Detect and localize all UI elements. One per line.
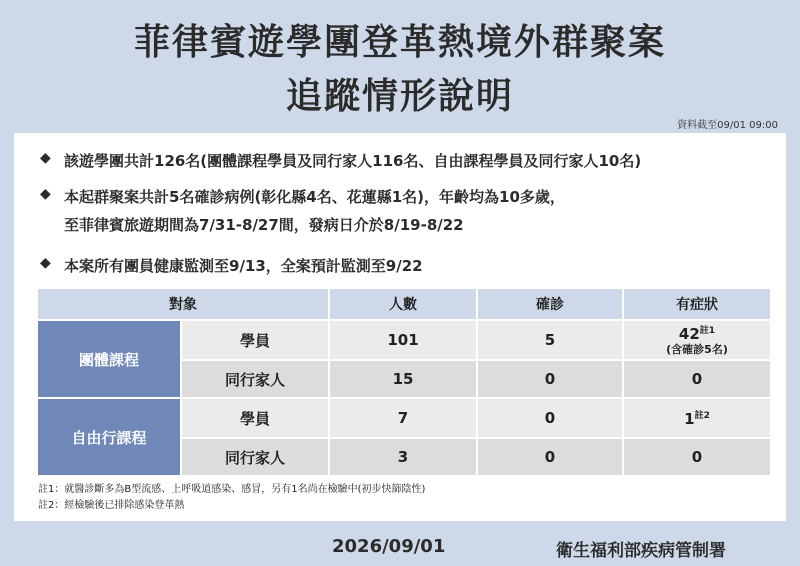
page-title-line2: 追蹤情形說明 (285, 76, 514, 117)
footnote-ref: 註2 (694, 411, 710, 421)
row-symptom (623, 398, 771, 438)
footer-organization: 衛生福利部疾病管制署 (556, 541, 726, 561)
row-confirmed: 0 (477, 360, 623, 398)
bullet-text: 該遊學團共計126名(團體課程學員及同行家人116名、自由課程學員及同行家人10名) (64, 152, 642, 170)
row-count: 7 (329, 398, 477, 438)
symptom-value: 1 (684, 410, 695, 428)
row-symptom (623, 320, 771, 360)
footer-date: 2026/09/01 (332, 536, 446, 557)
diamond-bullet-icon: ◆ (40, 186, 51, 202)
row-type: 同行家人 (181, 360, 329, 398)
diamond-bullet-icon: ◆ (40, 150, 51, 166)
diamond-bullet-icon: ◆ (40, 255, 51, 271)
footnote-2: 註2：經檢驗後已排除感染登革熱 (38, 500, 185, 511)
row-symptom: 0 (623, 360, 771, 398)
row-type: 學員 (181, 398, 329, 438)
row-type: 同行家人 (181, 438, 329, 476)
page-title-line1: 菲律賓遊學團登革熱境外群聚案 (133, 22, 666, 63)
bullet-text: 本起群聚案共計5名確診病例(彰化縣4名、花蓮縣1名)，年齡均為10多歲， (64, 188, 565, 206)
row-count: 15 (329, 360, 477, 398)
row-confirmed: 0 (477, 438, 623, 476)
symptom-value: 42 (678, 325, 700, 343)
header-count: 人數 (329, 288, 477, 320)
row-type: 學員 (181, 320, 329, 360)
table-header-row (37, 288, 771, 320)
header-band (0, 0, 800, 133)
footnote-ref: 註1 (699, 326, 716, 336)
symptom-note: (含確診5名) (666, 343, 728, 356)
data-as-of: 資料截至09/01 09:00 (677, 120, 778, 131)
group-label: 自由行課程 (37, 398, 181, 476)
footnote-1: 註1：就醫診斷多為B型流感、上呼吸道感染、感冒，另有1名尚在檢驗中(初步快篩陰性) (38, 484, 426, 495)
row-count: 101 (329, 320, 477, 360)
row-count: 3 (329, 438, 477, 476)
table-row (37, 320, 771, 360)
cases-table (36, 287, 772, 477)
bullet-text: 至菲律賓旅遊期間為7/31-8/27間，發病日介於8/19-8/22 (64, 216, 464, 234)
header-confirmed: 確診 (477, 288, 623, 320)
table-row (37, 398, 771, 438)
group-label: 團體課程 (37, 320, 181, 398)
bullet-text: 本案所有團員健康監測至9/13，全案預計監測至9/22 (64, 257, 423, 275)
row-symptom: 0 (623, 438, 771, 476)
header-symptom: 有症狀 (623, 288, 771, 320)
row-confirmed: 5 (477, 320, 623, 360)
row-confirmed: 0 (477, 398, 623, 438)
header-subject: 對象 (37, 288, 329, 320)
